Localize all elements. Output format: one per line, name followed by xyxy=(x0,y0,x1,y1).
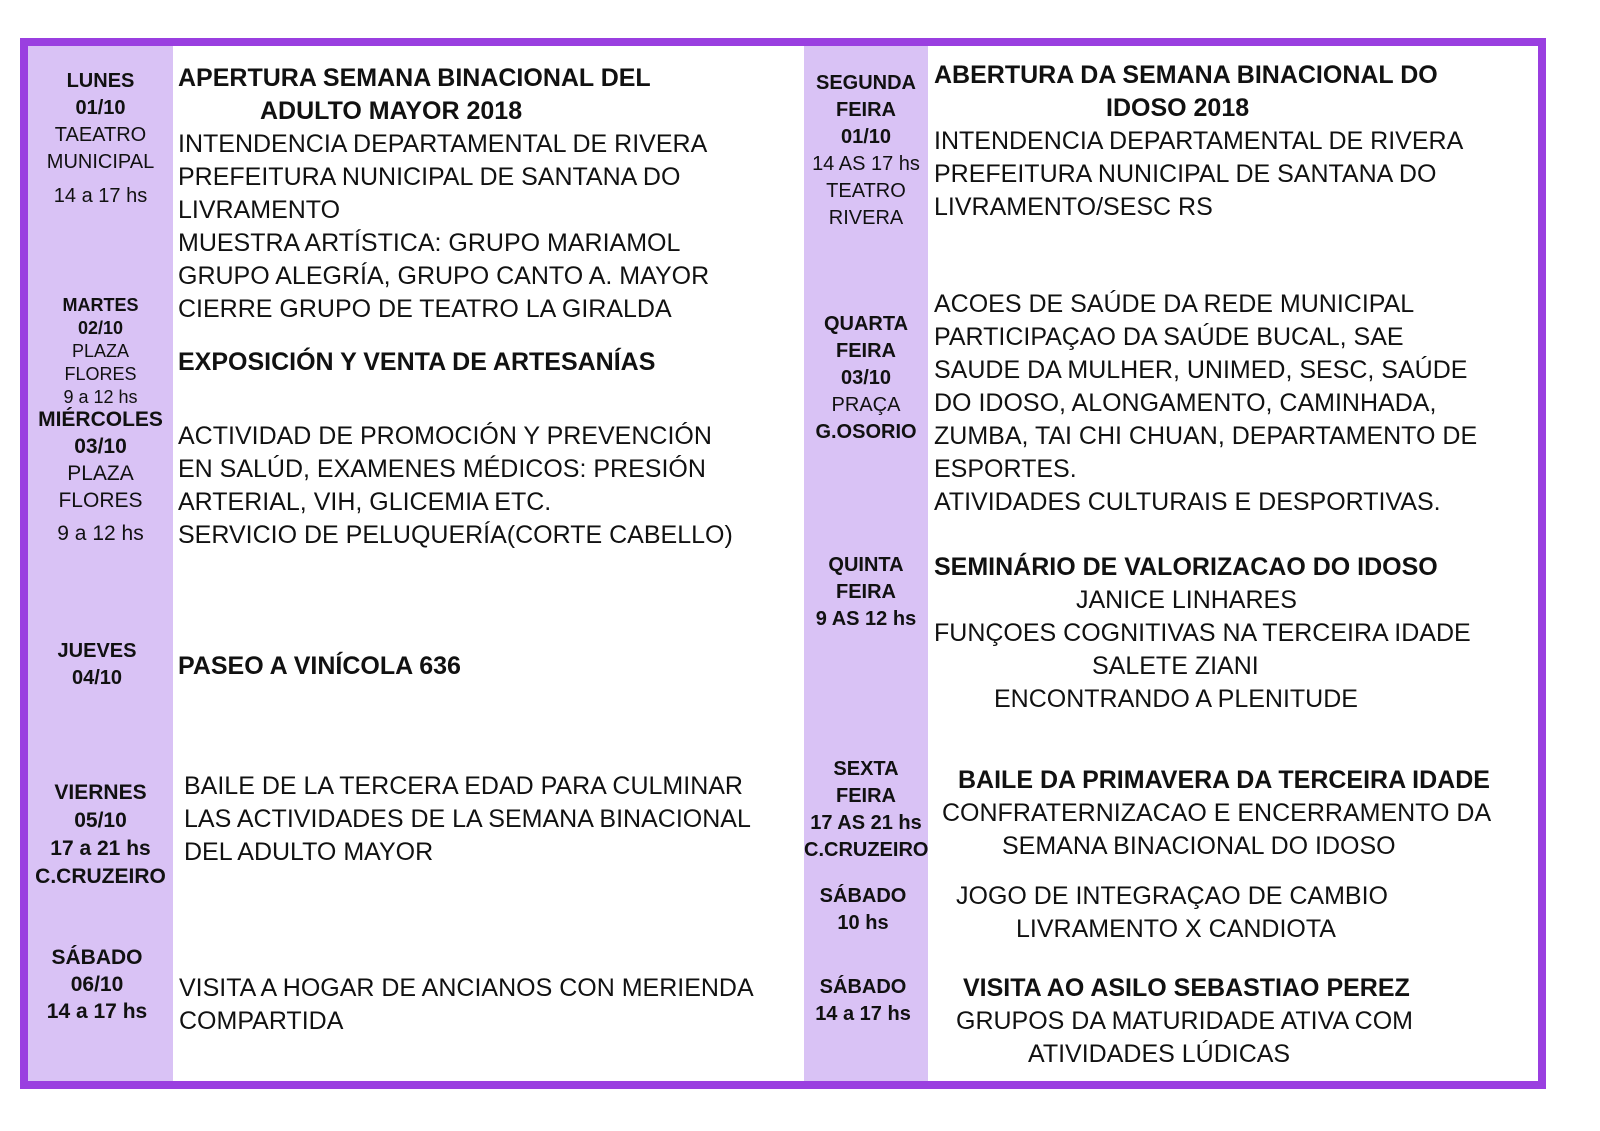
left-day-tuesday: MARTES 02/10 PLAZA FLORES 9 a 12 hs xyxy=(62,295,139,407)
right-event-seminar: SEMINÁRIO DE VALORIZACAO DO IDOSO JANICE LINHARES FUNÇOES COGNITIVAS NA TERCEIRA IDADE SALETE ZIANI ENCONTRANDO A PLENITUDE xyxy=(934,553,1471,713)
right-day-saturday-2: SÁBADO 14 a 17 hs xyxy=(815,976,911,1025)
right-event-opening: ABERTURA DA SEMANA BINACIONAL DO IDOSO 2018 INTENDENCIA DEPARTAMENTAL DE RIVERA PREFEITURA NUNICIPAL DE SANTANA DO LIVRAMENTO/SESC RS xyxy=(934,61,1464,221)
right-event-health: ACOES DE SAÚDE DA REDE MUNICIPAL PARTICIPAÇAO DA SAÚDE BUCAL, SAE SAUDE DA MULHER, UNIMED, SESC, SAÚDE DO IDOSO, ALONGAMENTO, CAMINHADA, ZUMBA, TAI CHI CHUAN, DEPARTAMENTO DE ESPORTES. ATIVIDADES CULTURAIS E DESPORTIVAS. xyxy=(934,290,1478,516)
right-event-visit: VISITA AO ASILO SEBASTIAO PEREZ GRUPOS DA MATURIDADE ATIVA COM ATIVIDADES LÚDICAS xyxy=(956,974,1414,1068)
right-day-thursday: QUINTA FEIRA 9 AS 12 hs xyxy=(815,554,917,630)
right-event-dance: BAILE DA PRIMAVERA DA TERCEIRA IDADE CONFRATERNIZACAO E ENCERRAMENTO DA SEMANA BINACIONAL DO IDOSO xyxy=(942,766,1492,860)
left-day-monday: LUNES 01/10 TAEATRO MUNICIPAL 14 a 17 hs xyxy=(46,70,155,207)
left-event-visit: VISITA A HOGAR DE ANCIANOS CON MERIENDA COMPARTIDA xyxy=(179,974,754,1035)
right-day-wednesday: QUARTA FEIRA 03/10 PRAÇA G.OSORIO xyxy=(815,313,917,443)
left-event-dance: BAILE DE LA TERCERA EDAD PARA CULMINAR LAS ACTIVIDADES DE LA SEMANA BINACIONAL DEL ADULTO MAYOR xyxy=(184,772,751,866)
left-day-wednesday: MIÉRCOLES 03/10 PLAZA FLORES 9 a 12 hs xyxy=(38,408,163,545)
left-day-saturday: SÁBADO 06/10 14 a 17 hs xyxy=(46,946,148,1023)
right-day-saturday-1: SÁBADO 10 hs xyxy=(819,885,907,934)
right-day-monday: SEGUNDA FEIRA 01/10 14 AS 17 hs TEATRO RIVERA xyxy=(812,72,920,229)
left-event-opening: APERTURA SEMANA BINACIONAL DEL ADULTO MAYOR 2018 INTENDENCIA DEPARTAMENTAL DE RIVERA PREFEITURA NUNICIPAL DE SANTANA DO LIVRAMENTO MUESTRA ARTÍSTICA: GRUPO MARIAMOL GRUPO ALEGRÍA, GRUPO CANTO A. MAYOR CIERRE GRUPO DE TEATRO LA GIRALDA xyxy=(178,64,710,323)
left-event-health: ACTIVIDAD DE PROMOCIÓN Y PREVENCIÓN EN SALÚD, EXAMENES MÉDICOS: PRESIÓN ARTERIAL, VIH, GLICEMIA ETC. SERVICIO DE PELUQUERÍA(CORTE CABELLO) xyxy=(178,422,733,549)
schedule-frame xyxy=(20,38,1546,1089)
left-event-crafts: EXPOSICIÓN Y VENTA DE ARTESANÍAS xyxy=(178,348,656,376)
right-event-game: JOGO DE INTEGRAÇAO DE CAMBIO LIVRAMENTO X CANDIOTA xyxy=(956,882,1388,943)
left-day-friday: VIERNES 05/10 17 a 21 hs C.CRUZEIRO xyxy=(35,781,166,888)
left-event-winery: PASEO A VINÍCOLA 636 xyxy=(178,652,461,680)
left-day-thursday: JUEVES 04/10 xyxy=(57,640,137,689)
right-day-friday: SEXTA FEIRA 17 AS 21 hs C.CRUZEIRO xyxy=(804,758,929,861)
